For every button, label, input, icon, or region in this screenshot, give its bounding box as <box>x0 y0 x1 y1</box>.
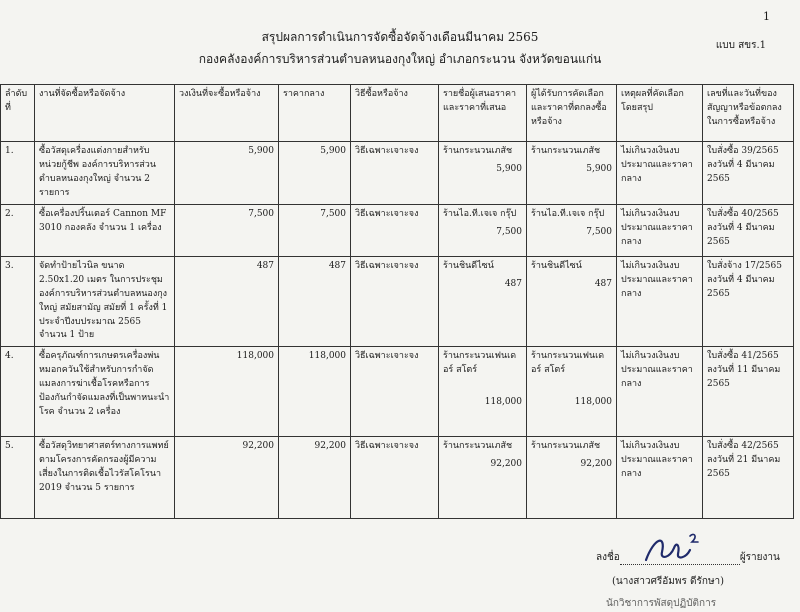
bidder-name: ร้านชินดีไซน์ <box>443 260 494 271</box>
table-row <box>1 142 794 205</box>
table-row <box>1 256 794 347</box>
cell-bidder <box>439 204 527 256</box>
col-header-budget: วงเงินที่จะซื้อหรือจ้าง <box>175 85 279 142</box>
cell-winner <box>527 256 617 347</box>
cell-no: 5. <box>1 437 35 519</box>
col-header-no: ลำดับที่ <box>1 85 35 142</box>
cell-budget: 92,200 <box>175 437 279 519</box>
winner-amount: 487 <box>594 278 612 289</box>
cell-bidder <box>439 256 527 347</box>
cell-reason: ไม่เกินวงเงินงบประมาณและราคากลาง <box>617 347 703 437</box>
winner-name: ร้านกระนวนเภสัช <box>531 146 601 156</box>
cell-item: จัดทำป้ายไวนิล ขนาด 2.50x1.20 เมตร ในการประชุมองค์การบริหารส่วนตำบลหนองกุงใหญ่ สมัยสามัญ สมัยที่ 1 ครั้งที่ 1 ประจำปีงบประมาณ 2565 จำนวน 1 ป้าย <box>35 256 175 347</box>
cell-contract: ใบสั่งซื้อ 40/2565 ลงวันที่ 4 มีนาคม 2565 <box>703 204 794 256</box>
procurement-table <box>0 84 794 519</box>
cell-contract: ใบสั่งจ้าง 17/2565 ลงวันที่ 4 มีนาคม 2565 <box>703 256 794 347</box>
reporter-label: ผู้รายงาน <box>739 552 780 563</box>
cell-winner <box>527 347 617 437</box>
bidder-amount: 487 <box>504 278 522 289</box>
col-header-contract: เลขที่และวันที่ของสัญญาหรือข้อตกลงในการซื้อหรือจ้าง <box>703 85 794 142</box>
col-header-median: ราคากลาง <box>279 85 351 142</box>
signature-line <box>596 550 780 565</box>
report-subtitle: กองคลังองค์การบริหารส่วนตำบลหนองกุงใหญ่ อำเภอกระนวน จังหวัดขอนแก่น <box>198 52 602 66</box>
cell-bidder <box>439 347 527 437</box>
signer-position: นักวิชาการพัสดุปฏิบัติการ <box>606 598 717 609</box>
cell-no: 2. <box>1 204 35 256</box>
winner-amount: 118,000 <box>574 397 612 408</box>
cell-item: ซื้อวัสดุวิทยาศาสตร์ทางการแพทย์ตามโครงการคัดกรองผู้มีความเสี่ยงในการติดเชื้อไวรัสโคโรนา 2019 จำนวน 5 รายการ <box>35 437 175 519</box>
bidder-amount: 5,900 <box>496 163 522 174</box>
cell-median: 5,900 <box>279 142 351 205</box>
cell-median: 92,200 <box>279 437 351 519</box>
cell-bidder <box>439 142 527 205</box>
form-code: แบบ สขร.1 <box>715 40 766 51</box>
cell-method: วิธีเฉพาะเจาะจง <box>351 437 439 519</box>
bidder-name: ร้านกระนวนเภสัช <box>443 146 513 156</box>
signature-dots <box>620 554 740 565</box>
table-row <box>1 204 794 256</box>
winner-amount: 5,900 <box>586 163 612 174</box>
cell-bidder <box>439 437 527 519</box>
bidder-name: ร้านไอ.ที.เจเจ กรุ๊ป <box>443 208 517 219</box>
table-row <box>1 437 794 519</box>
cell-method: วิธีเฉพาะเจาะจง <box>351 142 439 205</box>
cell-item: ซื้อครุภัณฑ์การเกษตรเครื่องพ่นหมอกควันใช้สำหรับการกำจัดแมลงการฆ่าเชื้อโรคหรือการป้องกันกำจัดแมลงที่เป็นพาหนะนำโรค จำนวน 2 เครื่อง <box>35 347 175 437</box>
bidder-amount: 7,500 <box>496 226 522 237</box>
cell-median: 487 <box>279 256 351 347</box>
winner-amount: 92,200 <box>580 459 612 470</box>
col-header-item: งานที่จัดซื้อหรือจัดจ้าง <box>35 85 175 142</box>
cell-reason: ไม่เกินวงเงินงบประมาณและราคากลาง <box>617 204 703 256</box>
cell-reason: ไม่เกินวงเงินงบประมาณและราคากลาง <box>617 256 703 347</box>
bidder-amount: 92,200 <box>490 459 522 470</box>
cell-no: 1. <box>1 142 35 205</box>
bidder-name: ร้านกระนวนเภสัช <box>443 441 513 452</box>
winner-name: ร้านชินดีไซน์ <box>531 260 582 271</box>
cell-contract: ใบสั่งซื้อ 41/2565 ลงวันที่ 11 มีนาคม 2565 <box>703 347 794 437</box>
cell-contract: ใบสั่งซื้อ 39/2565 ลงวันที่ 4 มีนาคม 2565 <box>703 142 794 205</box>
signer-name: (นางสาวศรีอัมพร ดีรักษา) <box>612 576 725 587</box>
cell-winner <box>527 437 617 519</box>
winner-amount: 7,500 <box>586 226 612 237</box>
cell-item: ซื้อวัสดุเครื่องแต่งกายสำหรับหน่วยกู้ชีพ องค์การบริหารส่วนตำบลหนองกุงใหญ่ จำนวน 2 รายการ <box>35 142 175 205</box>
winner-name: ร้านไอ.ที.เจเจ กรุ๊ป <box>531 208 605 219</box>
cell-median: 7,500 <box>279 204 351 256</box>
cell-contract: ใบสั่งซื้อ 42/2565 ลงวันที่ 21 มีนาคม 2565 <box>703 437 794 519</box>
cell-method: วิธีเฉพาะเจาะจง <box>351 347 439 437</box>
cell-reason: ไม่เกินวงเงินงบประมาณและราคากลาง <box>617 437 703 519</box>
table-row <box>1 347 794 437</box>
winner-name: ร้านกระนวนเภสัช <box>531 441 601 452</box>
cell-method: วิธีเฉพาะเจาะจง <box>351 256 439 347</box>
page-number: 1 <box>763 10 770 23</box>
cell-median: 118,000 <box>279 347 351 437</box>
winner-name: ร้านกระนวนเฟนเดอร์ สโตร์ <box>531 351 605 376</box>
cell-budget: 118,000 <box>175 347 279 437</box>
cell-no: 3. <box>1 256 35 347</box>
col-header-bidders: รายชื่อผู้เสนอราคาและราคาที่เสนอ <box>439 85 527 142</box>
cell-winner <box>527 142 617 205</box>
col-header-reason: เหตุผลที่คัดเลือกโดยสรุป <box>617 85 703 142</box>
cell-budget: 5,900 <box>175 142 279 205</box>
cell-winner <box>527 204 617 256</box>
bidder-amount: 118,000 <box>484 397 522 408</box>
cell-budget: 487 <box>175 256 279 347</box>
cell-no: 4. <box>1 347 35 437</box>
bidder-name: ร้านกระนวนเฟนเดอร์ สโตร์ <box>443 351 517 376</box>
cell-budget: 7,500 <box>175 204 279 256</box>
report-title: สรุปผลการดำเนินการจัดซื้อจัดจ้างเดือนมีนาคม 2565 <box>261 30 539 44</box>
cell-reason: ไม่เกินวงเงินงบประมาณและราคากลาง <box>617 142 703 205</box>
cell-method: วิธีเฉพาะเจาะจง <box>351 204 439 256</box>
header-row <box>1 85 794 142</box>
cell-item: ซื้อเครื่องปริ้นเตอร์ Cannon MF 3010 กองคลัง จำนวน 1 เครื่อง <box>35 204 175 256</box>
sign-label: ลงชื่อ <box>596 552 620 563</box>
col-header-method: วิธีซื้อหรือจ้าง <box>351 85 439 142</box>
col-header-winner: ผู้ได้รับการคัดเลือกและราคาที่ตกลงซื้อหรือจ้าง <box>527 85 617 142</box>
